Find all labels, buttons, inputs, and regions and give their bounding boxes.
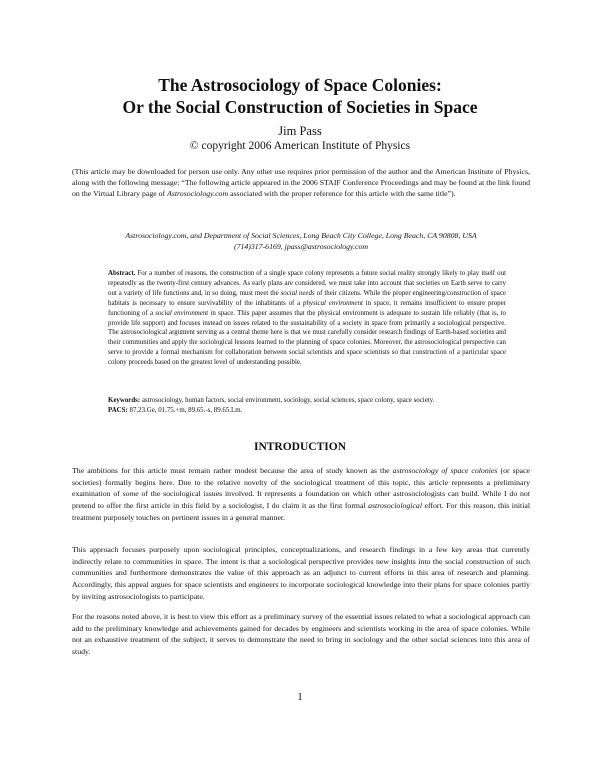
notice-text-2: associated with the proper reference for this article with the same title”). [228,189,456,199]
abstract-label: Abstract. [108,270,136,277]
body-paragraph-3: For the reasons noted above, it is best to view this effort as a preliminary survey of the essential issues related to what a sociological approach can add to the preliminary knowledge and achievements gained for decades by engineers and scientists working in the area of space colonies. While not an exhaustive treatment of the subject, it serves to demonstrate the need to bring in sociology and the other social sciences into this area of study. [72,612,530,657]
keywords-block [108,396,506,416]
body-paragraph-1 [72,465,530,524]
abstract-emph-3: social environment [155,309,209,317]
title-line-1: The Astrosociology of Space Colonies: [158,75,442,95]
keywords-text: astrosociology, human factors, social environment, sociology, social sciences, space colony, space society. [140,397,435,404]
abstract-text-3: in space, it remains insufficient to ensure proper functioning of a [108,299,506,317]
notice-text-1: (This article may be downloaded for person use only. Any other use requires prior permission of the author and the American Institute of Physics, along with the following message: “The following article appeared in the 2006 STAIF Conference Proceedings and may be found at the link found on the Virtual Library page of [72,167,530,199]
abstract-emph-2: physical environment [303,299,363,307]
pacs-text: 87.23.Ge, 01.75.+m, 89.65.-s, 89.65.Lm. [127,407,243,414]
para1-emph-1: astrosociology of space colonies [392,466,498,475]
pacs-label: PACS: [108,407,128,414]
page-number: 1 [297,691,303,703]
copyright-line: © copyright 2006 American Institute of Physics [189,140,411,152]
notice-site: Astrosociology.com [167,189,229,199]
pacs-line [108,406,506,416]
abstract [108,269,506,368]
affiliation-line-1: Astrosociology.com, and Department of Social Sciences, Long Beach City College, Long Beach, CA 90808, USA [125,231,477,240]
download-notice [72,166,530,200]
para1-emph-3: astrosociological [368,501,422,511]
para1-text-3: of the sociological issues involved. It represents a foundation on which other astrosociologists can build. While I do not pretend to offer the first article in this field by a sociologist, I do claim it as the first formal [72,489,530,511]
para1-text-1: The ambitions for this article must remain rather modest because the area of study known as the [72,466,393,475]
para1-text-2: (or space societies) formally begins here. Due to the relative novelty of the sociological treatment of this topic, this article represents a preliminary examination of [72,466,530,499]
para1-emph-2: some [122,489,139,499]
paper-title [0,74,600,118]
title-line-2: Or the Social Construction of Societies in Space [122,97,478,117]
para1-text-4: effort. For this reason, this initial treatment purposely touches on pertinent issues in a general manner. [72,501,530,522]
section-heading: INTRODUCTION [253,441,346,453]
keywords-label: Keywords: [108,397,141,404]
abstract-text-2: of their citizens. While the proper engineering/construction of space habitats is necessary to ensure survivability of the inhabitants of a [108,289,506,307]
author-affiliation [72,230,530,252]
body-paragraph-2: This approach focuses purposely upon sociological principles, conceptualizations, and research findings in a few key areas that currently indirectly relate to communities in space. The intent is that a sociological perspective provides new insights into the social construction of such communities and furthermore demonstrates the value of this approach as an adjunct to current efforts in this area of research and planning. Accordingly, this appeal argues for space scientists and engineers to incorporate sociological knowledge into their plans for space colonies partly by inviting astrosociologists to participate. [72,545,530,601]
affiliation-line-2: (714)317-6169, jpass@astrosociology.com [233,242,368,252]
abstract-text-1: For a number of reasons, the construction of a single space colony represents a future social reality strongly likely to play itself out repeatedly as the twenty-first century advances. As early plans are considered, we must take into account that societies on Earth serve to carry out a variety of life functions and, in so doing, must meet the [108,270,506,297]
abstract-emph-1: social needs [280,289,315,297]
author-name: Jim Pass [278,124,322,138]
keywords-line [108,396,506,406]
abstract-text-4: in space. This paper assumes that the physical environment is adequate to sustain life reliably (that is, to provide life support) and focuses instead on issues related to the sustainability of a society in space from primarily a sociological perspective. The astrosociological argument serving as a central theme here is that we must carefully consider research findings of Earth-based societies and their communities and apply the sociological lessons learned to the planning of space colonies. Moreover, the astrosociological perspective can serve to provide a formal mechanism for collaboration between social scientists and space scientists so that construction of a particular space colony proceeds based on the greatest level of understanding possible. [108,309,506,367]
